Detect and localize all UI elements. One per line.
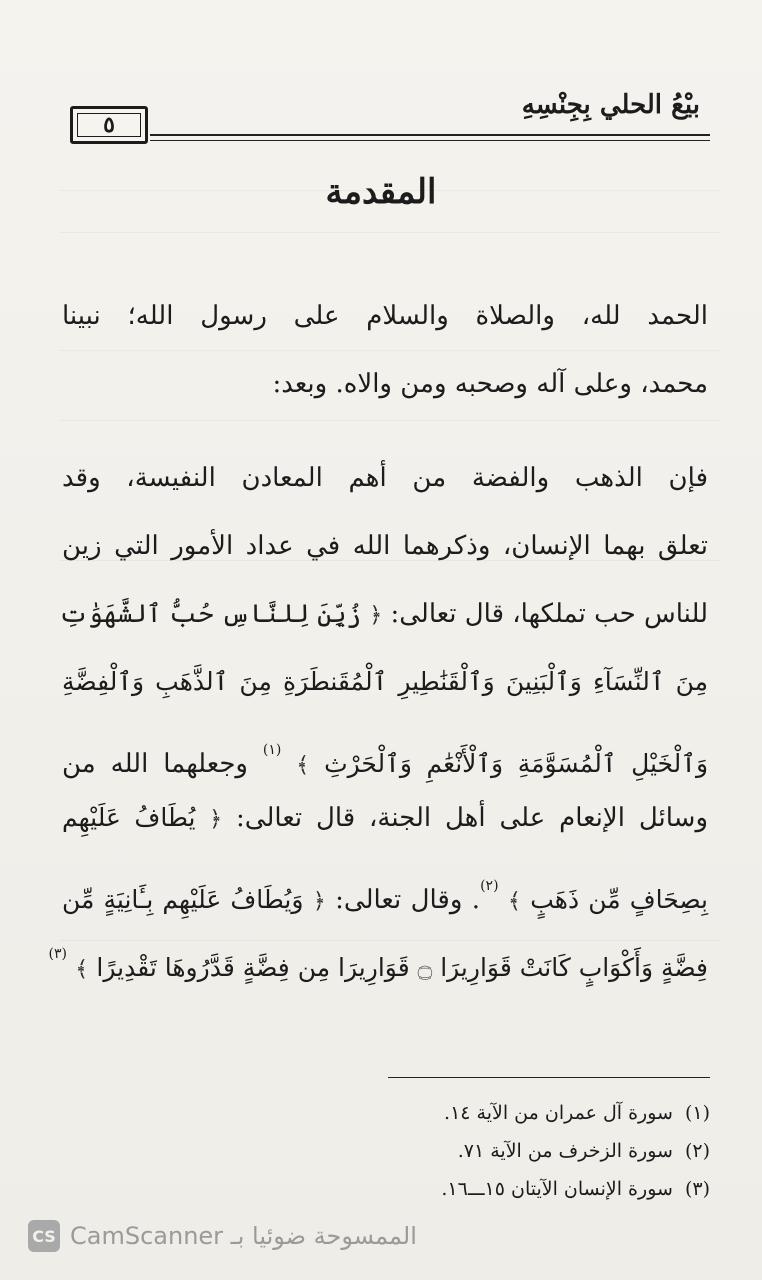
footnotes	[110, 1094, 710, 1208]
page-number: ٥	[103, 112, 115, 138]
footnote-separator	[388, 1077, 710, 1078]
footnote-ref: (١)	[262, 742, 282, 758]
quran-bracket-close: ﴾	[296, 753, 310, 778]
footnote-item	[110, 1170, 710, 1208]
page-number-box	[70, 106, 148, 144]
camscanner-watermark	[28, 1218, 417, 1254]
footnote-text: سورة الزخرف من الآية ٧١.	[457, 1140, 673, 1162]
quran-bracket-close: ﴾	[507, 889, 521, 914]
footnote-item	[110, 1132, 710, 1170]
text-line: تعلق بهما الإنسان، وذكرهما الله في عداد الأمور التي زين	[62, 531, 708, 561]
quran-verse: وَٱلْخَيْلِ ٱلْمُسَوَّمَةِ وَٱلْأَنْعَٰمِ وَٱلْحَرْثِ	[324, 749, 709, 778]
camscanner-logo-icon: CS	[28, 1220, 60, 1252]
header-rule-thin	[150, 140, 710, 141]
footnote-number: (٣)	[684, 1178, 710, 1200]
quran-verse: بِصِحَافٍ مِّن ذَهَبٍ	[530, 885, 709, 914]
quran-bracket-open: ﴿	[369, 603, 383, 628]
section-title: المقدمة	[325, 172, 437, 212]
quran-line: مِنَ ٱلنِّسَآءِ وَٱلْبَنِينَ وَٱلْقَنَٰطِيرِ ٱلْمُقَنطَرَةِ مِنَ ٱلذَّهَبِ وَٱلْفِضَّةِ	[62, 667, 708, 696]
body-text	[48, 282, 709, 988]
quran-verse: فِضَّةٍ وَأَكْوَابٍ كَانَتْ قَوَارِيرَا ۝ قَوَارِيرَا مِن فِضَّةٍ قَدَّرُوهَا تَقْدِيرًا	[96, 953, 708, 982]
footnote-ref: (٣)	[48, 946, 67, 962]
footnote-text: سورة آل عمران من الآية ١٤.	[444, 1102, 673, 1124]
text-line	[62, 784, 708, 852]
header-rule	[150, 134, 710, 136]
text-segment: . وقال تعالى:	[335, 885, 481, 915]
quran-bracket-open: ﴿	[209, 807, 223, 832]
quran-bracket-open: ﴿	[312, 889, 326, 914]
text-line: الحمد لله، والصلاة والسلام على رسول الله؛ نبينا	[62, 301, 708, 331]
text-line: فإن الذهب والفضة من أهم المعادن النفيسة، وقد	[62, 463, 708, 493]
text-line	[62, 852, 708, 920]
quran-bracket-close: ﴾	[75, 957, 89, 982]
bleed-line	[60, 232, 720, 233]
text-segment: وجعلهما الله من	[62, 749, 248, 779]
page-header	[70, 88, 710, 148]
watermark-text: CamScanner الممسوحة ضوئيا بـ	[70, 1222, 417, 1250]
footnote-number: (١)	[684, 1102, 710, 1124]
text-line	[48, 920, 708, 988]
footnote-item	[110, 1094, 710, 1132]
text-line	[62, 716, 708, 784]
quran-verse: زُيِّنَ لِلنَّاسِ حُبُّ ٱلشَّهَوَٰتِ	[58, 599, 362, 628]
text-line	[58, 580, 708, 648]
footnote-text: سورة الإنسان الآيتان ١٥ـــ١٦.	[441, 1178, 673, 1200]
book-title: بيْعُ الحلي بِجِنْسِهِ	[521, 90, 700, 120]
footnote-number: (٢)	[684, 1140, 710, 1162]
footnote-ref: (٢)	[480, 878, 499, 894]
text-segment: وسائل الإنعام على أهل الجنة، قال تعالى:	[236, 803, 709, 833]
text-segment: للناس حب تملكها، قال تعالى:	[390, 599, 708, 629]
quran-verse: وَيُطَافُ عَلَيْهِم بِـَٔانِيَةٍ مِّن	[62, 885, 304, 914]
quran-verse: يُطَافُ عَلَيْهِم	[62, 803, 196, 832]
text-line: محمد، وعلى آله وصحبه ومن والاه. وبعد:	[272, 369, 708, 399]
